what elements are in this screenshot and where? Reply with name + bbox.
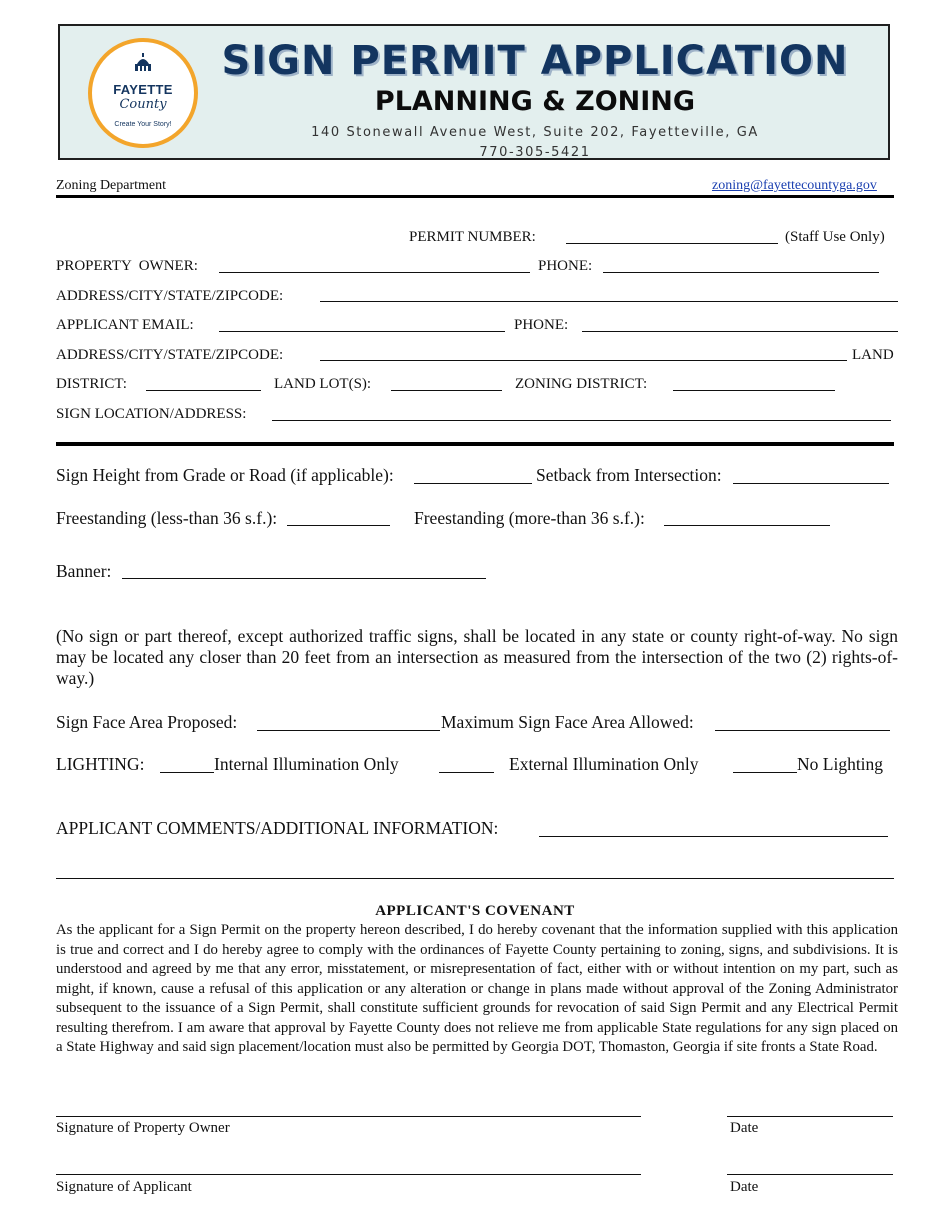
zoning-district-label: ZONING DISTRICT: (515, 376, 648, 392)
setback-label: Setback from Intersection: (536, 465, 722, 485)
district-label: DISTRICT: (56, 376, 127, 392)
lighting-label: LIGHTING: (56, 754, 145, 774)
district-field[interactable] (146, 390, 261, 391)
applicant-date-field[interactable] (727, 1174, 893, 1175)
office-address: 140 Stonewall Avenue West, Suite 202, Fayetteville, GA (311, 125, 759, 140)
comments-field[interactable] (539, 836, 888, 837)
land-label: LAND (852, 347, 894, 363)
internal-illumination-checkbox[interactable] (160, 772, 214, 773)
department-email-link[interactable]: zoning@fayettecountyga.gov (712, 178, 877, 193)
sign-height-label: Sign Height from Grade or Road (if applicable): (56, 465, 394, 485)
applicant-email-label: APPLICANT EMAIL: (56, 317, 194, 333)
sign-location-field[interactable] (272, 420, 891, 421)
face-area-proposed-field[interactable] (257, 730, 440, 731)
land-lots-label: LAND LOT(S): (274, 376, 372, 392)
staff-use-note: (Staff Use Only) (785, 229, 885, 245)
sign-location-label: SIGN LOCATION/ADDRESS: (56, 406, 247, 422)
owner-signature-label: Signature of Property Owner (56, 1120, 230, 1136)
external-illumination-checkbox[interactable] (439, 772, 494, 773)
covenant-title: APPLICANT'S COVENANT (375, 903, 575, 919)
applicant-phone-field[interactable] (582, 331, 898, 332)
applicant-address-label: ADDRESS/CITY/STATE/ZIPCODE: (56, 347, 284, 363)
department-name: Zoning Department (56, 178, 167, 193)
freestanding-less-label: Freestanding (less-than 36 s.f.): (56, 508, 278, 528)
applicant-signature-field[interactable] (56, 1174, 641, 1175)
logo-line2: County (119, 97, 167, 112)
banner-label: Banner: (56, 561, 112, 581)
land-lots-field[interactable] (391, 390, 502, 391)
permit-number-label: PERMIT NUMBER: (409, 229, 536, 245)
freestanding-more-field[interactable] (664, 525, 830, 526)
sign-height-field[interactable] (414, 483, 532, 484)
face-area-max-field[interactable] (715, 730, 890, 731)
owner-address-label: ADDRESS/CITY/STATE/ZIPCODE: (56, 288, 284, 304)
internal-illumination-label: Internal Illumination Only (214, 754, 399, 774)
page-subtitle: PLANNING & ZONING (374, 86, 696, 117)
owner-phone-field[interactable] (603, 272, 879, 273)
banner-field[interactable] (122, 578, 486, 579)
office-phone: 770-305-5421 (479, 145, 591, 160)
owner-signature-field[interactable] (56, 1116, 641, 1117)
property-owner-label: PROPERTY OWNER: (56, 258, 198, 274)
logo-tagline: Create Your Story! (114, 121, 172, 128)
comments-label: APPLICANT COMMENTS/ADDITIONAL INFORMATION: (56, 818, 499, 838)
applicant-signature-label: Signature of Applicant (56, 1179, 192, 1195)
setback-field[interactable] (733, 483, 889, 484)
freestanding-more-label: Freestanding (more-than 36 s.f.): (414, 508, 645, 528)
owner-date-label: Date (730, 1120, 759, 1136)
external-illumination-label: External Illumination Only (509, 754, 699, 774)
no-lighting-label: No Lighting (797, 754, 884, 774)
fayette-county-logo (88, 38, 198, 148)
comments-field-line2[interactable] (56, 878, 894, 879)
face-area-proposed-label: Sign Face Area Proposed: (56, 712, 238, 732)
applicant-email-field[interactable] (219, 331, 505, 332)
no-lighting-checkbox[interactable] (733, 772, 797, 773)
logo-line1: FAYETTE (113, 82, 173, 97)
owner-phone-label: PHONE: (538, 258, 593, 274)
freestanding-less-field[interactable] (287, 525, 390, 526)
owner-address-field[interactable] (320, 301, 898, 302)
right-of-way-notice: (No sign or part thereof, except authorized traffic signs, shall be located in any state or county right-of-way. No sign may be located any closer than 20 feet from an intersection as measured from the intersection of the two (2) rights-of-way.) (56, 626, 898, 688)
applicant-date-label: Date (730, 1179, 759, 1195)
section-divider-2 (56, 442, 894, 446)
section-divider (56, 195, 894, 198)
covenant-body: As the applicant for a Sign Permit on the property hereon described, I do hereby covenant that the information supplied with this application is true and correct and I do hereby agree to comply with the ordinances of Fayette County pertaining to zoning, signs, and subdivisions. It is understood and agreed by me that any error, misstatement, or misrepresentation of fact, either with or without intention on my part, such as might, if known, cause a refusal of this application or any alteration or change in plans made without approval of the Zoning Administrator subsequent to the issuance of a Sign Permit, shall constitute sufficient grounds for revocation of said Sign Permit and any Electrical Permit resulting therefrom. I am aware that approval by Fayette County does not relieve me from applicable State regulations for any sign placed on a State Highway and said sign placement/location must also be permitted by Georgia DOT, Thomaston, Georgia if site fronts a State Road. (56, 922, 898, 1055)
face-area-max-label: Maximum Sign Face Area Allowed: (441, 712, 694, 732)
owner-date-field[interactable] (727, 1116, 893, 1117)
property-owner-field[interactable] (219, 272, 530, 273)
permit-number-field[interactable] (566, 243, 778, 244)
applicant-address-field[interactable] (320, 360, 847, 361)
zoning-district-field[interactable] (673, 390, 835, 391)
applicant-phone-label: PHONE: (514, 317, 569, 333)
courthouse-dome-icon (133, 52, 153, 72)
page-title: SIGN PERMIT APPLICATION (221, 38, 849, 84)
